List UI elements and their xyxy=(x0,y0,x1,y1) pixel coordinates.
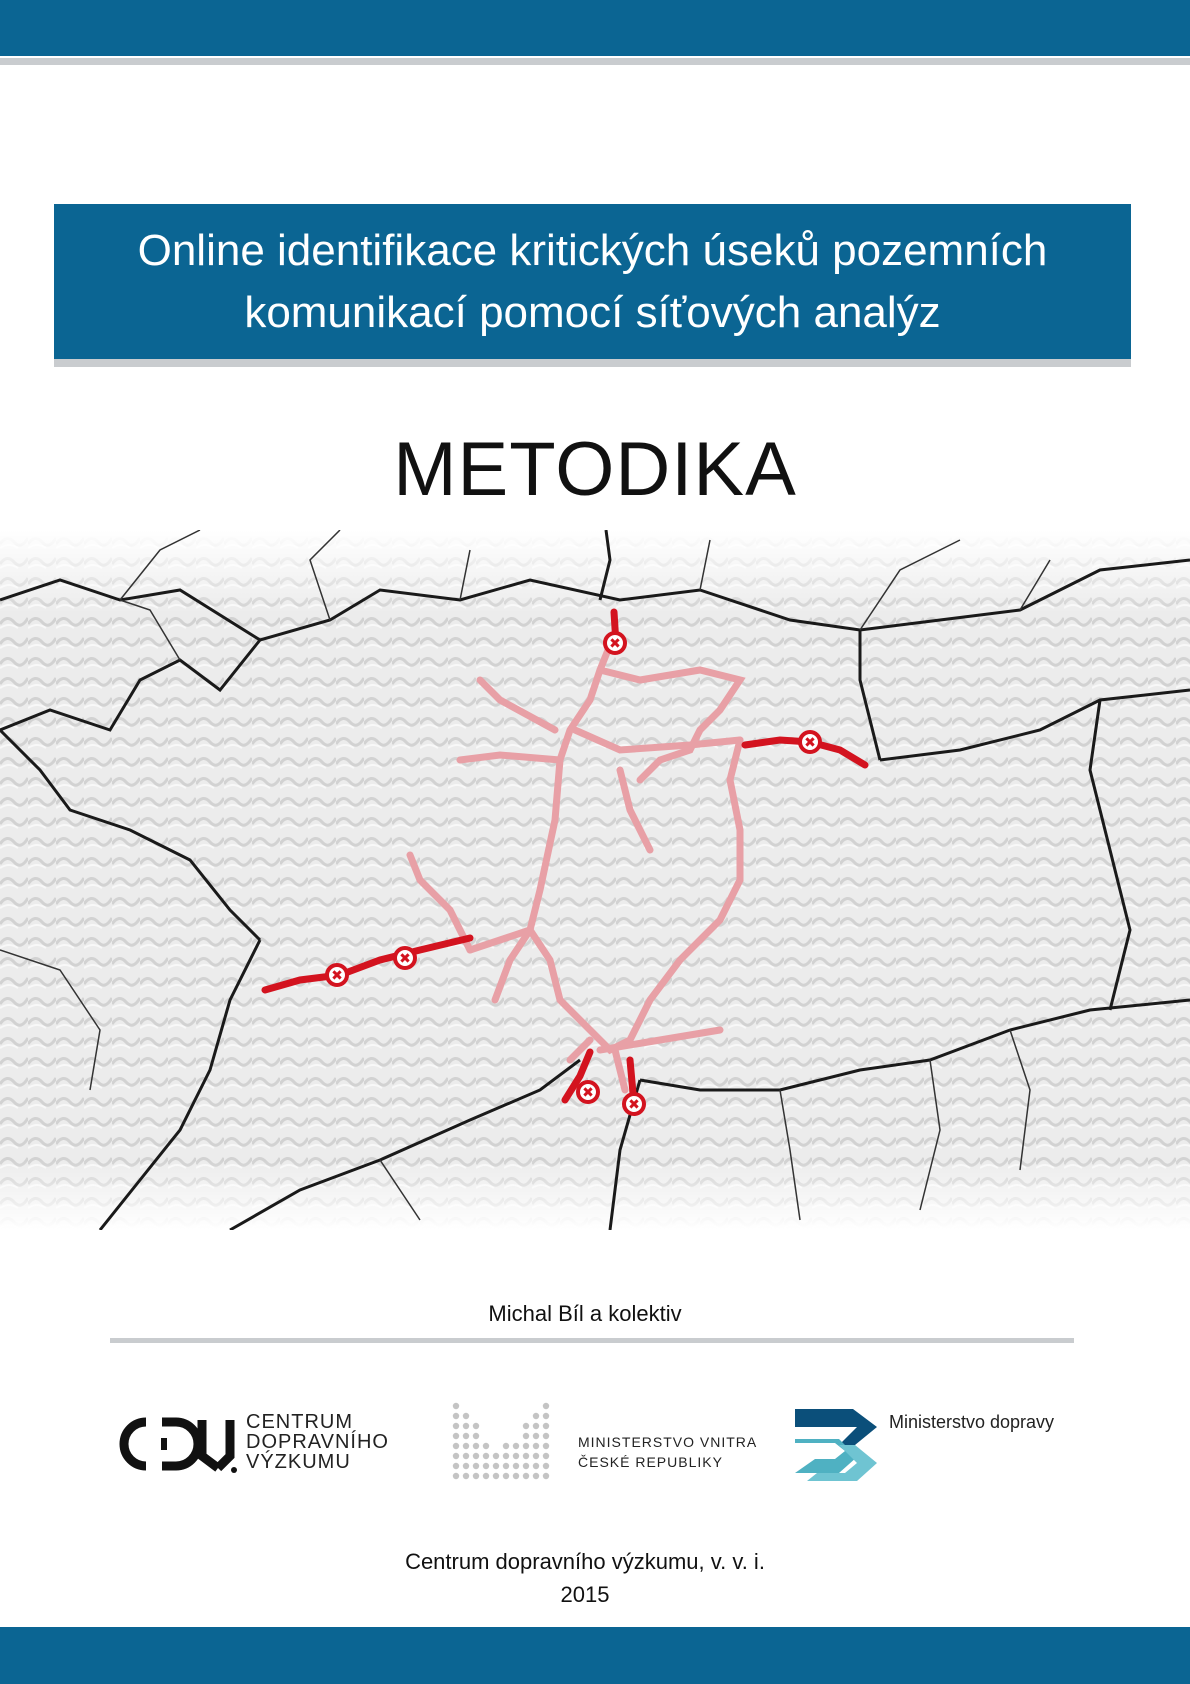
md-logo-mark xyxy=(795,1409,891,1481)
svg-text:✖: ✖ xyxy=(331,968,343,984)
svg-text:✖: ✖ xyxy=(582,1085,594,1101)
terrain-fade xyxy=(0,530,1190,1230)
top-color-band xyxy=(0,0,1190,56)
md-logo-text: Ministerstvo dopravy xyxy=(889,1412,1055,1432)
title-banner-shadow xyxy=(54,359,1131,367)
cdv-text-line3: VÝZKUMU xyxy=(246,1451,351,1473)
bottom-color-band xyxy=(0,1627,1190,1684)
mv-text-line1: MINISTERSTVO VNITRA xyxy=(578,1434,758,1450)
title-line-2: komunikací pomocí síťových analýz xyxy=(244,287,941,337)
cdv-logo-mark xyxy=(118,1416,238,1474)
author-line: Michal Bíl a kolektiv xyxy=(488,1301,682,1326)
closure-marker xyxy=(605,633,625,653)
author-rule xyxy=(110,1338,1074,1343)
md-logo xyxy=(795,1406,1095,1486)
publisher-name: Centrum dopravního výzkumu, v. v. i. xyxy=(405,1549,765,1574)
closure-marker xyxy=(395,948,415,968)
svg-text:✖: ✖ xyxy=(804,735,816,751)
svg-text:✖: ✖ xyxy=(628,1097,640,1113)
title-line-1: Online identifikace kritických úseků pozemních xyxy=(137,225,1048,275)
cdv-logo xyxy=(118,1408,408,1478)
closure-marker xyxy=(578,1082,598,1102)
mv-logo xyxy=(450,1400,770,1490)
cdv-logo-text xyxy=(246,1412,389,1472)
closure-marker xyxy=(800,732,820,752)
cdv-text-line1: CENTRUM xyxy=(246,1411,353,1433)
svg-text:✖: ✖ xyxy=(399,951,411,967)
mv-text-line2: ČESKÉ REPUBLIKY xyxy=(578,1454,723,1470)
cdv-text-line2: DOPRAVNÍHO xyxy=(246,1431,389,1453)
mv-logo-text xyxy=(578,1432,757,1472)
closure-marker xyxy=(327,965,347,985)
document-type-heading: METODIKA xyxy=(393,427,797,512)
mv-logo-mark xyxy=(450,1400,562,1488)
top-gray-rule xyxy=(0,58,1190,65)
svg-text:✖: ✖ xyxy=(609,636,621,652)
publisher-block xyxy=(0,1545,1170,1611)
publication-year: 2015 xyxy=(560,1582,610,1607)
closure-marker xyxy=(624,1094,644,1114)
title-banner xyxy=(54,204,1131,359)
road-network-map xyxy=(0,530,1190,1230)
